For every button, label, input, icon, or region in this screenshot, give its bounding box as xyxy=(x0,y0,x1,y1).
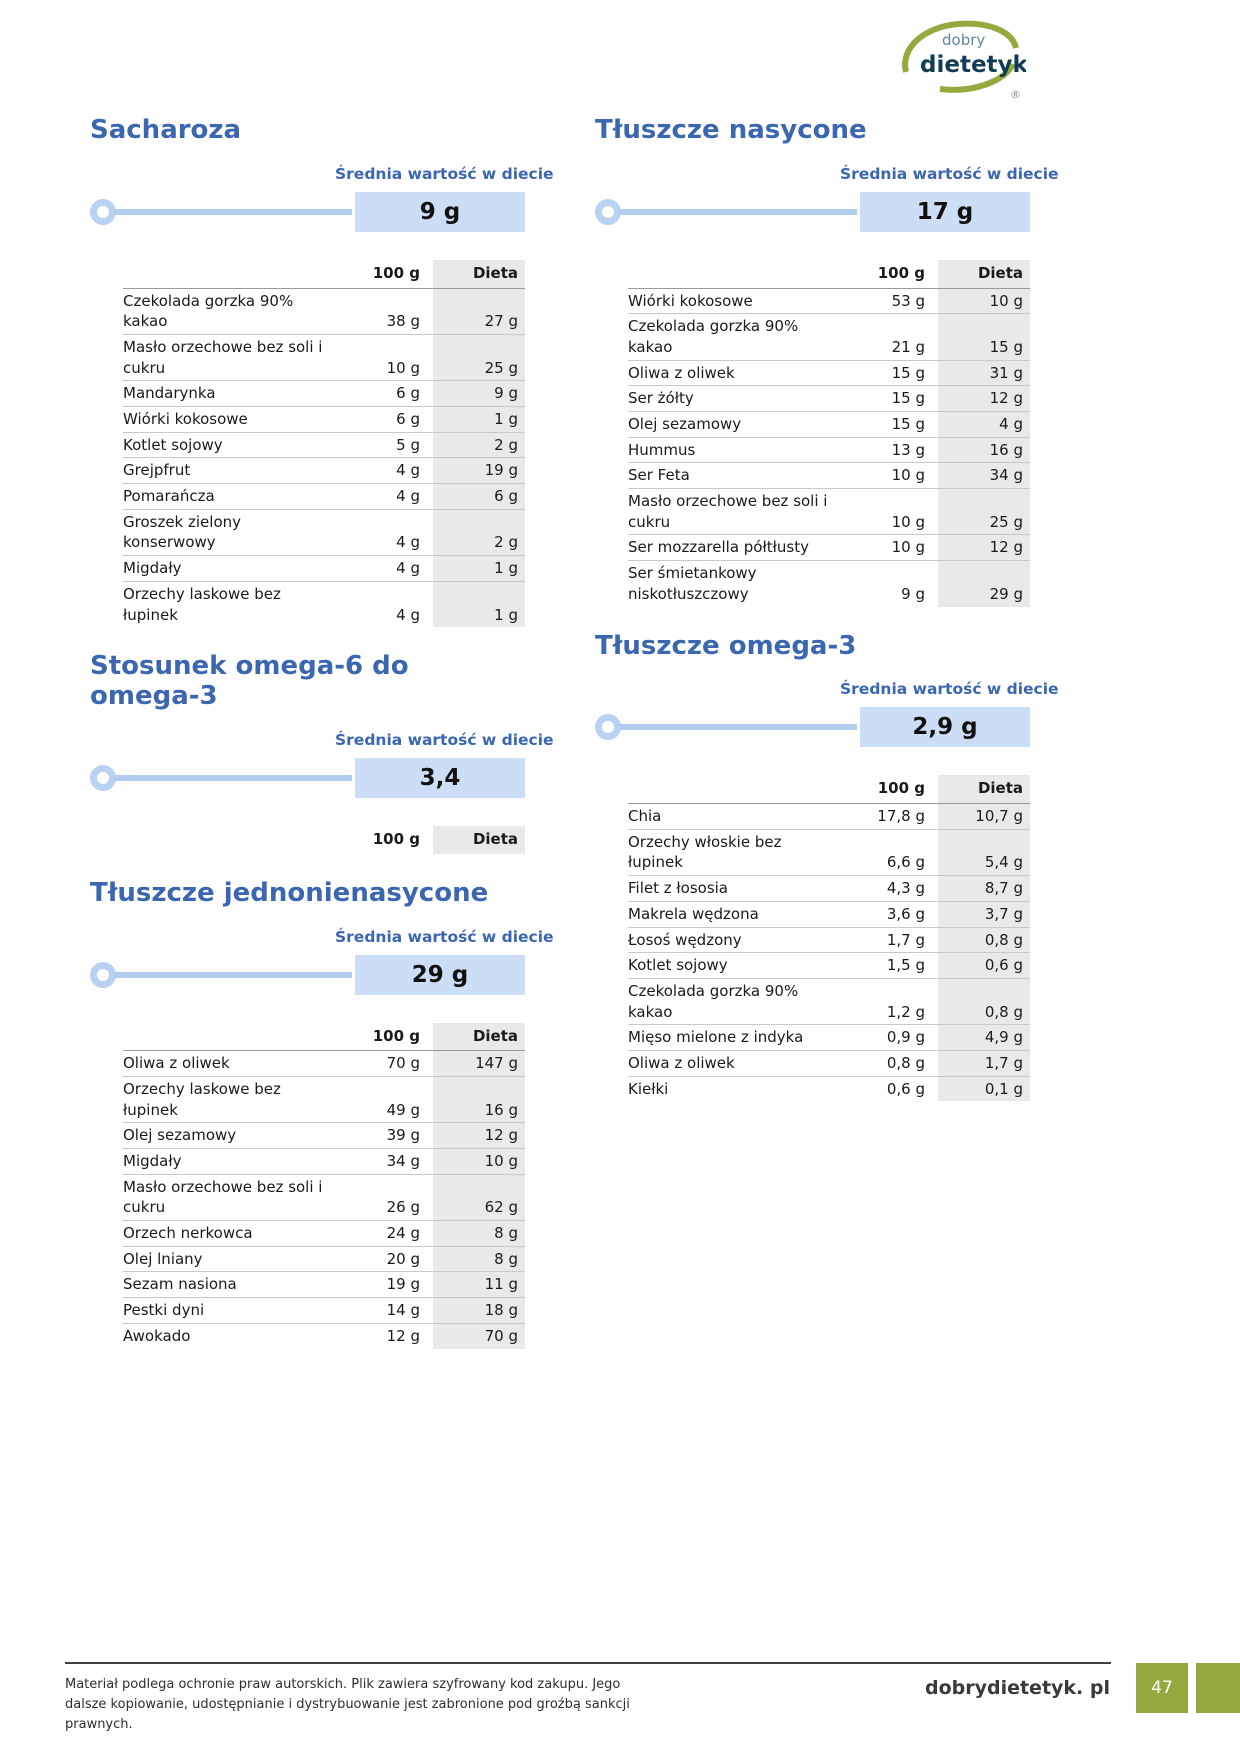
average-label: Średnia wartość w diecie xyxy=(335,730,554,749)
average-value: 9 g xyxy=(419,198,461,225)
value-in-diet: 1 g xyxy=(433,581,525,627)
value-per-100g: 4 g xyxy=(323,458,433,484)
table-row xyxy=(628,360,1030,386)
food-table xyxy=(123,260,525,627)
table-row xyxy=(628,463,1030,489)
food-table xyxy=(628,260,1030,607)
column-header-dieta: Dieta xyxy=(938,260,1030,288)
table-row xyxy=(628,386,1030,412)
page-footer xyxy=(0,1662,1240,1753)
food-name: Pestki dyni xyxy=(123,1298,323,1324)
value-per-100g: 39 g xyxy=(323,1123,433,1149)
value-in-diet: 29 g xyxy=(938,561,1030,607)
table-row xyxy=(123,509,525,555)
table-row xyxy=(123,1221,525,1247)
table-row xyxy=(123,556,525,582)
table-row xyxy=(123,484,525,510)
table-row xyxy=(628,829,1030,875)
average-value-box xyxy=(860,707,1030,747)
slider-track xyxy=(114,775,352,781)
value-in-diet: 62 g xyxy=(433,1174,525,1220)
value-per-100g: 9 g xyxy=(828,561,938,607)
food-name: Mandarynka xyxy=(123,381,323,407)
value-per-100g: 70 g xyxy=(386,1054,420,1073)
food-name: Ser mozzarella półtłusty xyxy=(628,535,828,561)
section-tluszcze-jednonienasycone xyxy=(90,877,554,1349)
table-row xyxy=(123,334,525,380)
food-name: Kiełki xyxy=(628,1076,828,1101)
value-in-diet: 0,1 g xyxy=(938,1076,1030,1101)
food-name: Pomarańcza xyxy=(123,484,323,510)
value-in-diet: 12 g xyxy=(938,386,1030,412)
value-per-100g: 21 g xyxy=(828,314,938,360)
value-in-diet: 0,6 g xyxy=(938,953,1030,979)
value-in-diet: 1,7 g xyxy=(938,1050,1030,1076)
food-name: Mięso mielone z indyka xyxy=(628,1025,828,1051)
average-label: Średnia wartość w diecie xyxy=(335,927,554,946)
column-header-dieta: Dieta xyxy=(433,260,525,288)
table-row xyxy=(123,1051,525,1077)
food-name: Orzechy laskowe bez łupinek xyxy=(123,1076,323,1122)
column-header-100g: 100 g xyxy=(323,260,433,288)
average-value-box xyxy=(860,192,1030,232)
average-indicator xyxy=(90,758,525,798)
average-value: 29 g xyxy=(411,961,469,988)
registered-trademark-icon: ® xyxy=(1010,88,1021,101)
value-per-100g: 26 g xyxy=(323,1174,433,1220)
value-in-diet: 0,8 g xyxy=(938,978,1030,1024)
value-in-diet: 16 g xyxy=(938,437,1030,463)
column-header-empty xyxy=(628,260,828,288)
logo-swoosh-icon xyxy=(896,16,1026,104)
food-name: Ser śmietankowy niskotłuszczowy xyxy=(628,561,828,607)
food-name: Oliwa z oliwek xyxy=(628,1050,828,1076)
section-tluszcze-nasycone xyxy=(595,115,1059,607)
value-in-diet: 8 g xyxy=(433,1246,525,1272)
column-header-100g: 100 g xyxy=(372,829,420,848)
value-per-100g: 1,2 g xyxy=(828,978,938,1024)
value-per-100g: 6,6 g xyxy=(828,829,938,875)
average-indicator xyxy=(595,707,1030,747)
value-per-100g: 24 g xyxy=(323,1221,433,1247)
column-header-dieta: Dieta xyxy=(938,775,1030,803)
table-row xyxy=(628,1050,1030,1076)
value-per-100g: 34 g xyxy=(323,1149,433,1175)
food-name: Orzech nerkowca xyxy=(123,1221,323,1247)
value-in-diet: 25 g xyxy=(433,334,525,380)
slider-dot-icon xyxy=(90,765,116,791)
value-per-100g: 4 g xyxy=(323,556,433,582)
food-name: Kotlet sojowy xyxy=(628,953,828,979)
table-row xyxy=(628,876,1030,902)
value-in-diet: 1 g xyxy=(433,556,525,582)
slider-dot-icon xyxy=(90,199,116,225)
section-title: Sacharoza xyxy=(90,115,242,145)
value-per-100g: 5 g xyxy=(323,432,433,458)
table-row xyxy=(628,978,1030,1024)
column-header-empty xyxy=(628,775,828,803)
food-table xyxy=(123,826,525,854)
value-per-100g: 19 g xyxy=(323,1272,433,1298)
value-in-diet: 10 g xyxy=(433,1149,525,1175)
value-in-diet: 27 g xyxy=(433,288,525,334)
table-row xyxy=(123,407,525,433)
food-name: Oliwa z oliwek xyxy=(628,360,828,386)
table-row xyxy=(628,412,1030,438)
table-row xyxy=(628,901,1030,927)
value-in-diet: 8,7 g xyxy=(938,876,1030,902)
logo-word-dobry: dobry xyxy=(942,31,986,49)
food-name: Awokado xyxy=(123,1323,323,1348)
value-per-100g: 4 g xyxy=(323,581,433,627)
food-name: Chia xyxy=(628,807,662,826)
value-per-100g: 14 g xyxy=(323,1298,433,1324)
average-value-box xyxy=(355,758,525,798)
food-name: Masło orzechowe bez soli i cukru xyxy=(628,489,828,535)
value-per-100g: 20 g xyxy=(323,1246,433,1272)
section-title: Tłuszcze omega-3 xyxy=(595,630,857,661)
table-row xyxy=(123,1272,525,1298)
food-name: Grejpfrut xyxy=(123,458,323,484)
value-in-diet: 11 g xyxy=(433,1272,525,1298)
table-row xyxy=(123,1123,525,1149)
food-name: Makrela wędzona xyxy=(628,901,828,927)
value-in-diet: 25 g xyxy=(938,489,1030,535)
food-name: Hummus xyxy=(628,437,828,463)
value-in-diet: 4,9 g xyxy=(938,1025,1030,1051)
column-header-empty xyxy=(123,260,323,288)
section-tluszcze-omega-3 xyxy=(595,630,1059,1102)
value-in-diet: 2 g xyxy=(433,432,525,458)
food-name: Migdały xyxy=(123,556,323,582)
table-row xyxy=(123,458,525,484)
food-name: Groszek zielony konserwowy xyxy=(123,509,323,555)
food-table xyxy=(123,1023,525,1349)
food-name: Orzechy włoskie bez łupinek xyxy=(628,829,828,875)
value-per-100g: 4 g xyxy=(323,509,433,555)
average-value: 3,4 xyxy=(419,764,461,791)
table-row xyxy=(123,381,525,407)
value-per-100g: 38 g xyxy=(386,312,420,331)
footer-edge-accent xyxy=(1196,1663,1240,1713)
column-header-100g: 100 g xyxy=(323,1023,433,1051)
value-in-diet: 4 g xyxy=(938,412,1030,438)
table-row xyxy=(628,927,1030,953)
food-name: Czekolada gorzka 90% kakao xyxy=(628,978,828,1024)
value-per-100g: 15 g xyxy=(828,386,938,412)
table-row xyxy=(628,288,1030,314)
value-in-diet: 34 g xyxy=(938,463,1030,489)
food-name: Wiórki kokosowe xyxy=(628,291,753,310)
table-row xyxy=(123,1298,525,1324)
value-in-diet: 10,7 g xyxy=(938,804,1030,830)
column-header-dieta: Dieta xyxy=(433,1023,525,1051)
value-in-diet: 1 g xyxy=(433,407,525,433)
average-indicator xyxy=(90,192,525,232)
value-in-diet: 9 g xyxy=(433,381,525,407)
value-per-100g: 4,3 g xyxy=(828,876,938,902)
value-per-100g: 53 g xyxy=(891,291,925,310)
food-name: Migdały xyxy=(123,1149,323,1175)
column-header-empty xyxy=(123,1023,323,1051)
value-in-diet: 0,8 g xyxy=(938,927,1030,953)
page-number-badge: 47 xyxy=(1136,1663,1188,1713)
value-in-diet: 5,4 g xyxy=(938,829,1030,875)
food-name: Masło orzechowe bez soli i cukru xyxy=(123,1174,323,1220)
value-per-100g: 17,8 g xyxy=(877,807,925,826)
value-per-100g: 6 g xyxy=(323,381,433,407)
food-name: Oliwa z oliwek xyxy=(123,1054,230,1073)
table-row xyxy=(628,804,1030,830)
value-per-100g: 0,8 g xyxy=(828,1050,938,1076)
food-name: Filet z łososia xyxy=(628,876,828,902)
slider-track xyxy=(619,724,857,730)
copyright-disclaimer: Materiał podlega ochronie praw autorskich. Plik zawiera szyfrowany kod zakupu. Jego dalsze kopiowanie, udostępnianie i dystrybuowanie jest zabronione pod groźbą sankcji prawnych. xyxy=(65,1677,630,1733)
brand-logo xyxy=(896,16,1026,104)
table-row xyxy=(123,1323,525,1348)
column-header-dieta: Dieta xyxy=(433,826,525,854)
value-in-diet: 2 g xyxy=(433,509,525,555)
value-in-diet: 15 g xyxy=(938,314,1030,360)
food-name: Łosoś wędzony xyxy=(628,927,828,953)
value-in-diet: 147 g xyxy=(433,1051,525,1077)
table-row xyxy=(628,1025,1030,1051)
food-name: Ser Feta xyxy=(628,463,828,489)
slider-dot-icon xyxy=(90,962,116,988)
logo-word-dietetyk: dietetyk xyxy=(920,52,1026,78)
value-in-diet: 10 g xyxy=(938,288,1030,314)
value-per-100g: 10 g xyxy=(828,489,938,535)
value-per-100g: 4 g xyxy=(323,484,433,510)
average-value-box xyxy=(355,192,525,232)
footer-divider xyxy=(65,1662,1111,1664)
average-value: 17 g xyxy=(916,198,974,225)
average-label: Średnia wartość w diecie xyxy=(840,680,1059,699)
food-name: Olej sezamowy xyxy=(628,412,828,438)
value-in-diet: 16 g xyxy=(433,1076,525,1122)
food-name: Olej lniany xyxy=(123,1246,323,1272)
value-per-100g: 10 g xyxy=(828,535,938,561)
value-in-diet: 18 g xyxy=(433,1298,525,1324)
table-row xyxy=(123,1174,525,1220)
value-per-100g: 0,9 g xyxy=(828,1025,938,1051)
slider-track xyxy=(114,972,352,978)
value-per-100g: 1,5 g xyxy=(828,953,938,979)
column-header-100g: 100 g xyxy=(828,775,938,803)
section-title: Tłuszcze jednonienasycone xyxy=(90,877,489,908)
average-label: Średnia wartość w diecie xyxy=(840,164,1059,183)
food-name: Wiórki kokosowe xyxy=(123,407,323,433)
food-name: Olej sezamowy xyxy=(123,1123,323,1149)
average-indicator xyxy=(90,955,525,995)
table-row xyxy=(628,489,1030,535)
average-label: Średnia wartość w diecie xyxy=(335,164,554,183)
value-per-100g: 13 g xyxy=(828,437,938,463)
value-in-diet: 6 g xyxy=(433,484,525,510)
food-table xyxy=(628,775,1030,1101)
value-per-100g: 6 g xyxy=(323,407,433,433)
average-value-box xyxy=(355,955,525,995)
average-indicator xyxy=(595,192,1030,232)
slider-track xyxy=(619,209,857,215)
value-per-100g: 15 g xyxy=(828,412,938,438)
value-per-100g: 49 g xyxy=(323,1076,433,1122)
column-header-100g: 100 g xyxy=(828,260,938,288)
site-name: dobrydietetyk. pl xyxy=(924,1677,1110,1699)
table-row xyxy=(628,953,1030,979)
value-per-100g: 10 g xyxy=(828,463,938,489)
value-in-diet: 19 g xyxy=(433,458,525,484)
value-per-100g: 10 g xyxy=(323,334,433,380)
section-stosunek-omega xyxy=(90,651,554,853)
food-name: Ser żółty xyxy=(628,386,828,412)
table-row xyxy=(628,314,1030,360)
value-in-diet: 12 g xyxy=(938,535,1030,561)
slider-track xyxy=(114,209,352,215)
section-title: Stosunek omega-6 do omega-3 xyxy=(90,651,409,712)
food-name: Sezam nasiona xyxy=(123,1272,323,1298)
food-name: Czekolada gorzka 90% kakao xyxy=(123,291,294,331)
value-per-100g: 3,6 g xyxy=(828,901,938,927)
content-columns xyxy=(90,115,1059,1374)
value-per-100g: 12 g xyxy=(323,1323,433,1348)
slider-dot-icon xyxy=(595,199,621,225)
table-row xyxy=(123,288,525,334)
value-in-diet: 8 g xyxy=(433,1221,525,1247)
food-name: Kotlet sojowy xyxy=(123,432,323,458)
table-row xyxy=(123,432,525,458)
value-per-100g: 0,6 g xyxy=(828,1076,938,1101)
slider-dot-icon xyxy=(595,714,621,740)
table-row xyxy=(628,561,1030,607)
column-header-empty xyxy=(123,826,323,854)
section-title: Tłuszcze nasycone xyxy=(595,115,867,145)
value-in-diet: 12 g xyxy=(433,1123,525,1149)
table-row xyxy=(628,535,1030,561)
table-row xyxy=(123,1246,525,1272)
value-in-diet: 70 g xyxy=(433,1323,525,1348)
food-name: Masło orzechowe bez soli i cukru xyxy=(123,334,323,380)
section-sacharoza xyxy=(90,115,554,627)
table-row xyxy=(123,581,525,627)
table-row xyxy=(628,1076,1030,1101)
left-column xyxy=(90,115,554,1374)
table-row xyxy=(628,437,1030,463)
right-column xyxy=(595,115,1059,1374)
value-in-diet: 31 g xyxy=(938,360,1030,386)
value-per-100g: 15 g xyxy=(828,360,938,386)
food-name: Czekolada gorzka 90% kakao xyxy=(628,314,828,360)
value-per-100g: 1,7 g xyxy=(828,927,938,953)
average-value: 2,9 g xyxy=(912,714,978,741)
table-row xyxy=(123,1149,525,1175)
food-name: Orzechy laskowe bez łupinek xyxy=(123,581,323,627)
table-row xyxy=(123,1076,525,1122)
value-in-diet: 3,7 g xyxy=(938,901,1030,927)
